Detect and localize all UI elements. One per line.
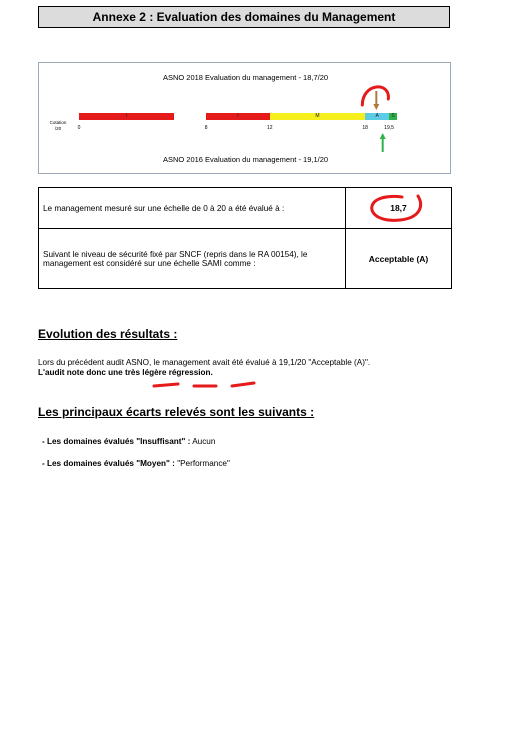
row1-label: Le management mesuré sur une échelle de 0 à 20 a été évalué à :	[39, 188, 346, 229]
arrow-2016-head	[380, 133, 386, 139]
cotation-unit-text: /20	[54, 126, 62, 131]
scale-segment-2: M	[270, 113, 365, 120]
table-row	[39, 188, 452, 229]
evolution-line1: Lors du précédent audit ASNO, le management avait été évalué à 19,1/20 "Acceptable (A)".	[38, 358, 371, 367]
ecarts-heading-text: Les principaux écarts relevés sont les suivants	[38, 405, 307, 419]
ecarts-heading	[38, 405, 314, 419]
red-underline-annotation	[150, 378, 260, 390]
scale-tick-0: 0	[77, 125, 81, 131]
bullet1-label: - Les domaines évalués "Insuffisant" :	[42, 437, 191, 446]
ecarts-heading-suffix: :	[306, 405, 315, 419]
arrow-2018-head	[373, 104, 379, 110]
list-item	[42, 459, 230, 468]
bullet1-value: Aucun	[192, 437, 216, 446]
table-row	[39, 229, 452, 289]
scale-tick-4: 19,5	[384, 125, 394, 131]
row1-value-cell	[346, 188, 452, 229]
list-item	[42, 437, 215, 446]
scale-title-2016: ASNO 2016 Evaluation du management - 19,1/20	[162, 155, 329, 164]
bullet2-value: "Performance"	[177, 459, 230, 468]
row2-value: Acceptable (A)	[346, 229, 452, 289]
scale-segment-0: I	[79, 113, 174, 120]
scale-title-2018: ASNO 2018 Evaluation du management - 18,7/20	[162, 73, 329, 82]
scale-segment-4: S	[389, 113, 397, 120]
management-scale	[38, 62, 451, 174]
scale-tick-1: 8	[204, 125, 208, 131]
scale-segment-1: I	[206, 113, 270, 120]
scale-tick-3: 18	[362, 125, 368, 131]
evaluation-table	[38, 187, 452, 289]
evolution-heading-text: Evolution des résultats	[38, 327, 171, 341]
evolution-heading	[38, 327, 177, 341]
evolution-line2: L'audit note donc une très légère régression.	[38, 368, 213, 377]
row2-label: Suivant le niveau de sécurité fixé par SNCF (repris dans le RA 00154), le management est considéré sur une échelle SAMI comme :	[39, 229, 346, 289]
row1-value: 18,7	[390, 203, 407, 213]
scale-segment-3: A	[365, 113, 389, 120]
red-circle-annotation-value	[366, 192, 426, 224]
evolution-heading-suffix: :	[170, 327, 178, 341]
scale-tick-2: 12	[267, 125, 273, 131]
bullet2-label: - Les domaines évalués "Moyen" :	[42, 459, 175, 468]
cotation-label-text: Cotation	[49, 120, 67, 125]
page-title: Annexe 2 : Evaluation des domaines du Management	[38, 6, 450, 28]
